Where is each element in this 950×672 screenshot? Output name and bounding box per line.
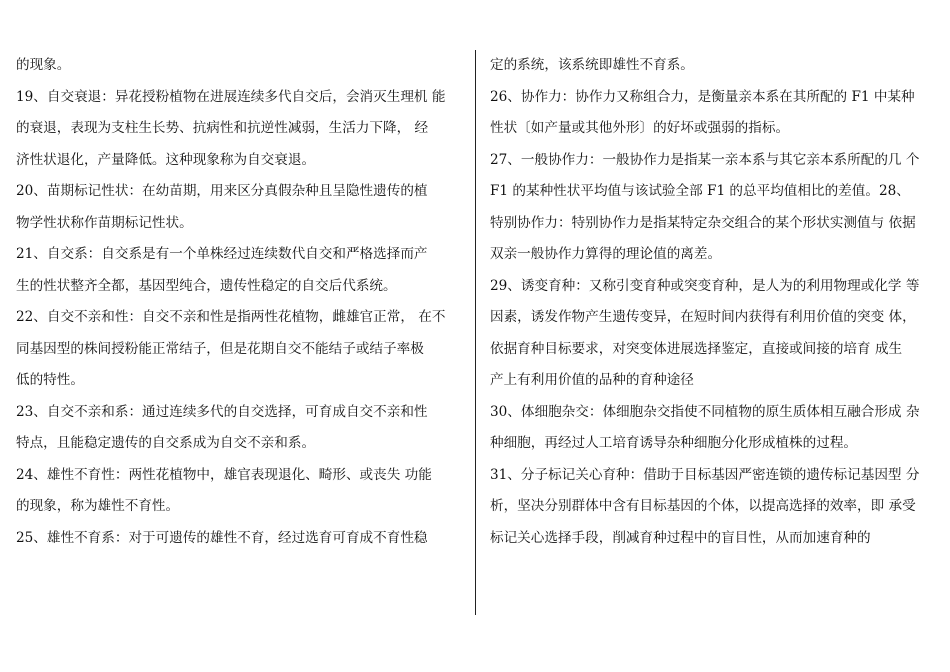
text-line: 析，坚决分别群体中含有目标基因的个体，以提高选择的效率，即 承受 — [490, 498, 916, 514]
text-line: 的现象。 — [16, 57, 71, 73]
text-line: F1 的某种性状平均值与该试验全部 F1 的总平均值相比的差值。28、 — [490, 183, 910, 199]
text-line: 特别协作力：特别协作力是指某特定杂交组合的某个形状实测值与 依据 — [490, 214, 916, 231]
text-line: 特点，且能稳定遗传的自交系成为自交不亲和系。 — [16, 435, 316, 451]
text-line: 31、分子标记关心育种：借助于目标基因严密连锁的遗传标记基因型 分 — [490, 466, 920, 483]
right-column — [490, 50, 936, 554]
text-line: 产上有利用价值的品种的育种途径 — [490, 372, 694, 388]
text-line: 的现象，称为雄性不育性。 — [16, 498, 180, 514]
text-line: 因素，诱发作物产生遗传变异，在短时间内获得有利用价值的突变 体， — [490, 309, 916, 325]
text-line: 同基因型的株间授粉能正常结子，但是花期自交不能结子或结子率极 — [16, 340, 424, 357]
text-line: 19、自交衰退：异花授粉植物在进展连续多代自交后，会消灭生理机 能 — [16, 88, 446, 105]
text-line: 27、一般协作力：一般协作力是指某一亲本系与其它亲本系所配的几 个 — [490, 151, 920, 168]
text-line: 29、诱变育种：又称引变育种或突变育种，是人为的利用物理或化学 等 — [490, 277, 920, 294]
text-line: 的衰退，表现为支柱生长势、抗病性和抗逆性减弱，生活力下降， 经 — [16, 120, 429, 136]
left-column — [16, 50, 462, 554]
text-line: 济性状退化，产量降低。这种现象称为自交衰退。 — [16, 151, 316, 168]
text-line: 物学性状称作苗期标记性状。 — [16, 214, 193, 231]
column-divider — [475, 50, 476, 615]
text-line: 24、雄性不育性：两性花植物中，雄官表现退化、畸形、或丧失 功能 — [16, 466, 432, 483]
text-line: 26、协作力：协作力又称组合力，是衡量亲本系在其所配的 F1 中某种 — [490, 88, 915, 105]
text-line: 低的特性。 — [16, 372, 84, 388]
text-line: 30、体细胞杂交：体细胞杂交指使不同植物的原生质体相互融合形成 杂 — [490, 403, 920, 420]
text-line: 20、苗期标记性状：在幼苗期，用来区分真假杂种且呈隐性遗传的植 — [16, 183, 428, 199]
text-line: 标记关心选择手段，削减育种过程中的盲目性，从而加速育种的 — [490, 529, 871, 546]
text-line: 性状〔如产量或其他外形〕的好坏或强弱的指标。 — [490, 120, 790, 136]
text-line: 双亲一般协作力算得的理论值的离差。 — [490, 246, 722, 262]
text-line: 22、自交不亲和性：自交不亲和性是指两性花植物，雌雄官正常， 在不 — [16, 309, 446, 325]
text-line: 种细胞，再经过人工培育诱导杂种细胞分化形成植株的过程。 — [490, 435, 858, 451]
text-line: 25、雄性不育系：对于可遗传的雄性不育，经过选育可育成不育性稳 — [16, 529, 428, 546]
text-line: 23、自交不亲和系：通过连续多代的自交选择，可育成自交不亲和性 — [16, 403, 428, 420]
text-line: 依据育种目标要求，对突变体进展选择鉴定，直接或间接的培育 成生 — [490, 340, 903, 357]
text-line: 生的性状整齐全都，基因型纯合，遗传性稳定的自交后代系统。 — [16, 277, 397, 294]
text-line: 21、自交系：自交系是有一个单株经过连续数代自交和严格选择而产 — [16, 246, 428, 262]
text-line: 定的系统，该系统即雄性不育系。 — [490, 57, 694, 73]
